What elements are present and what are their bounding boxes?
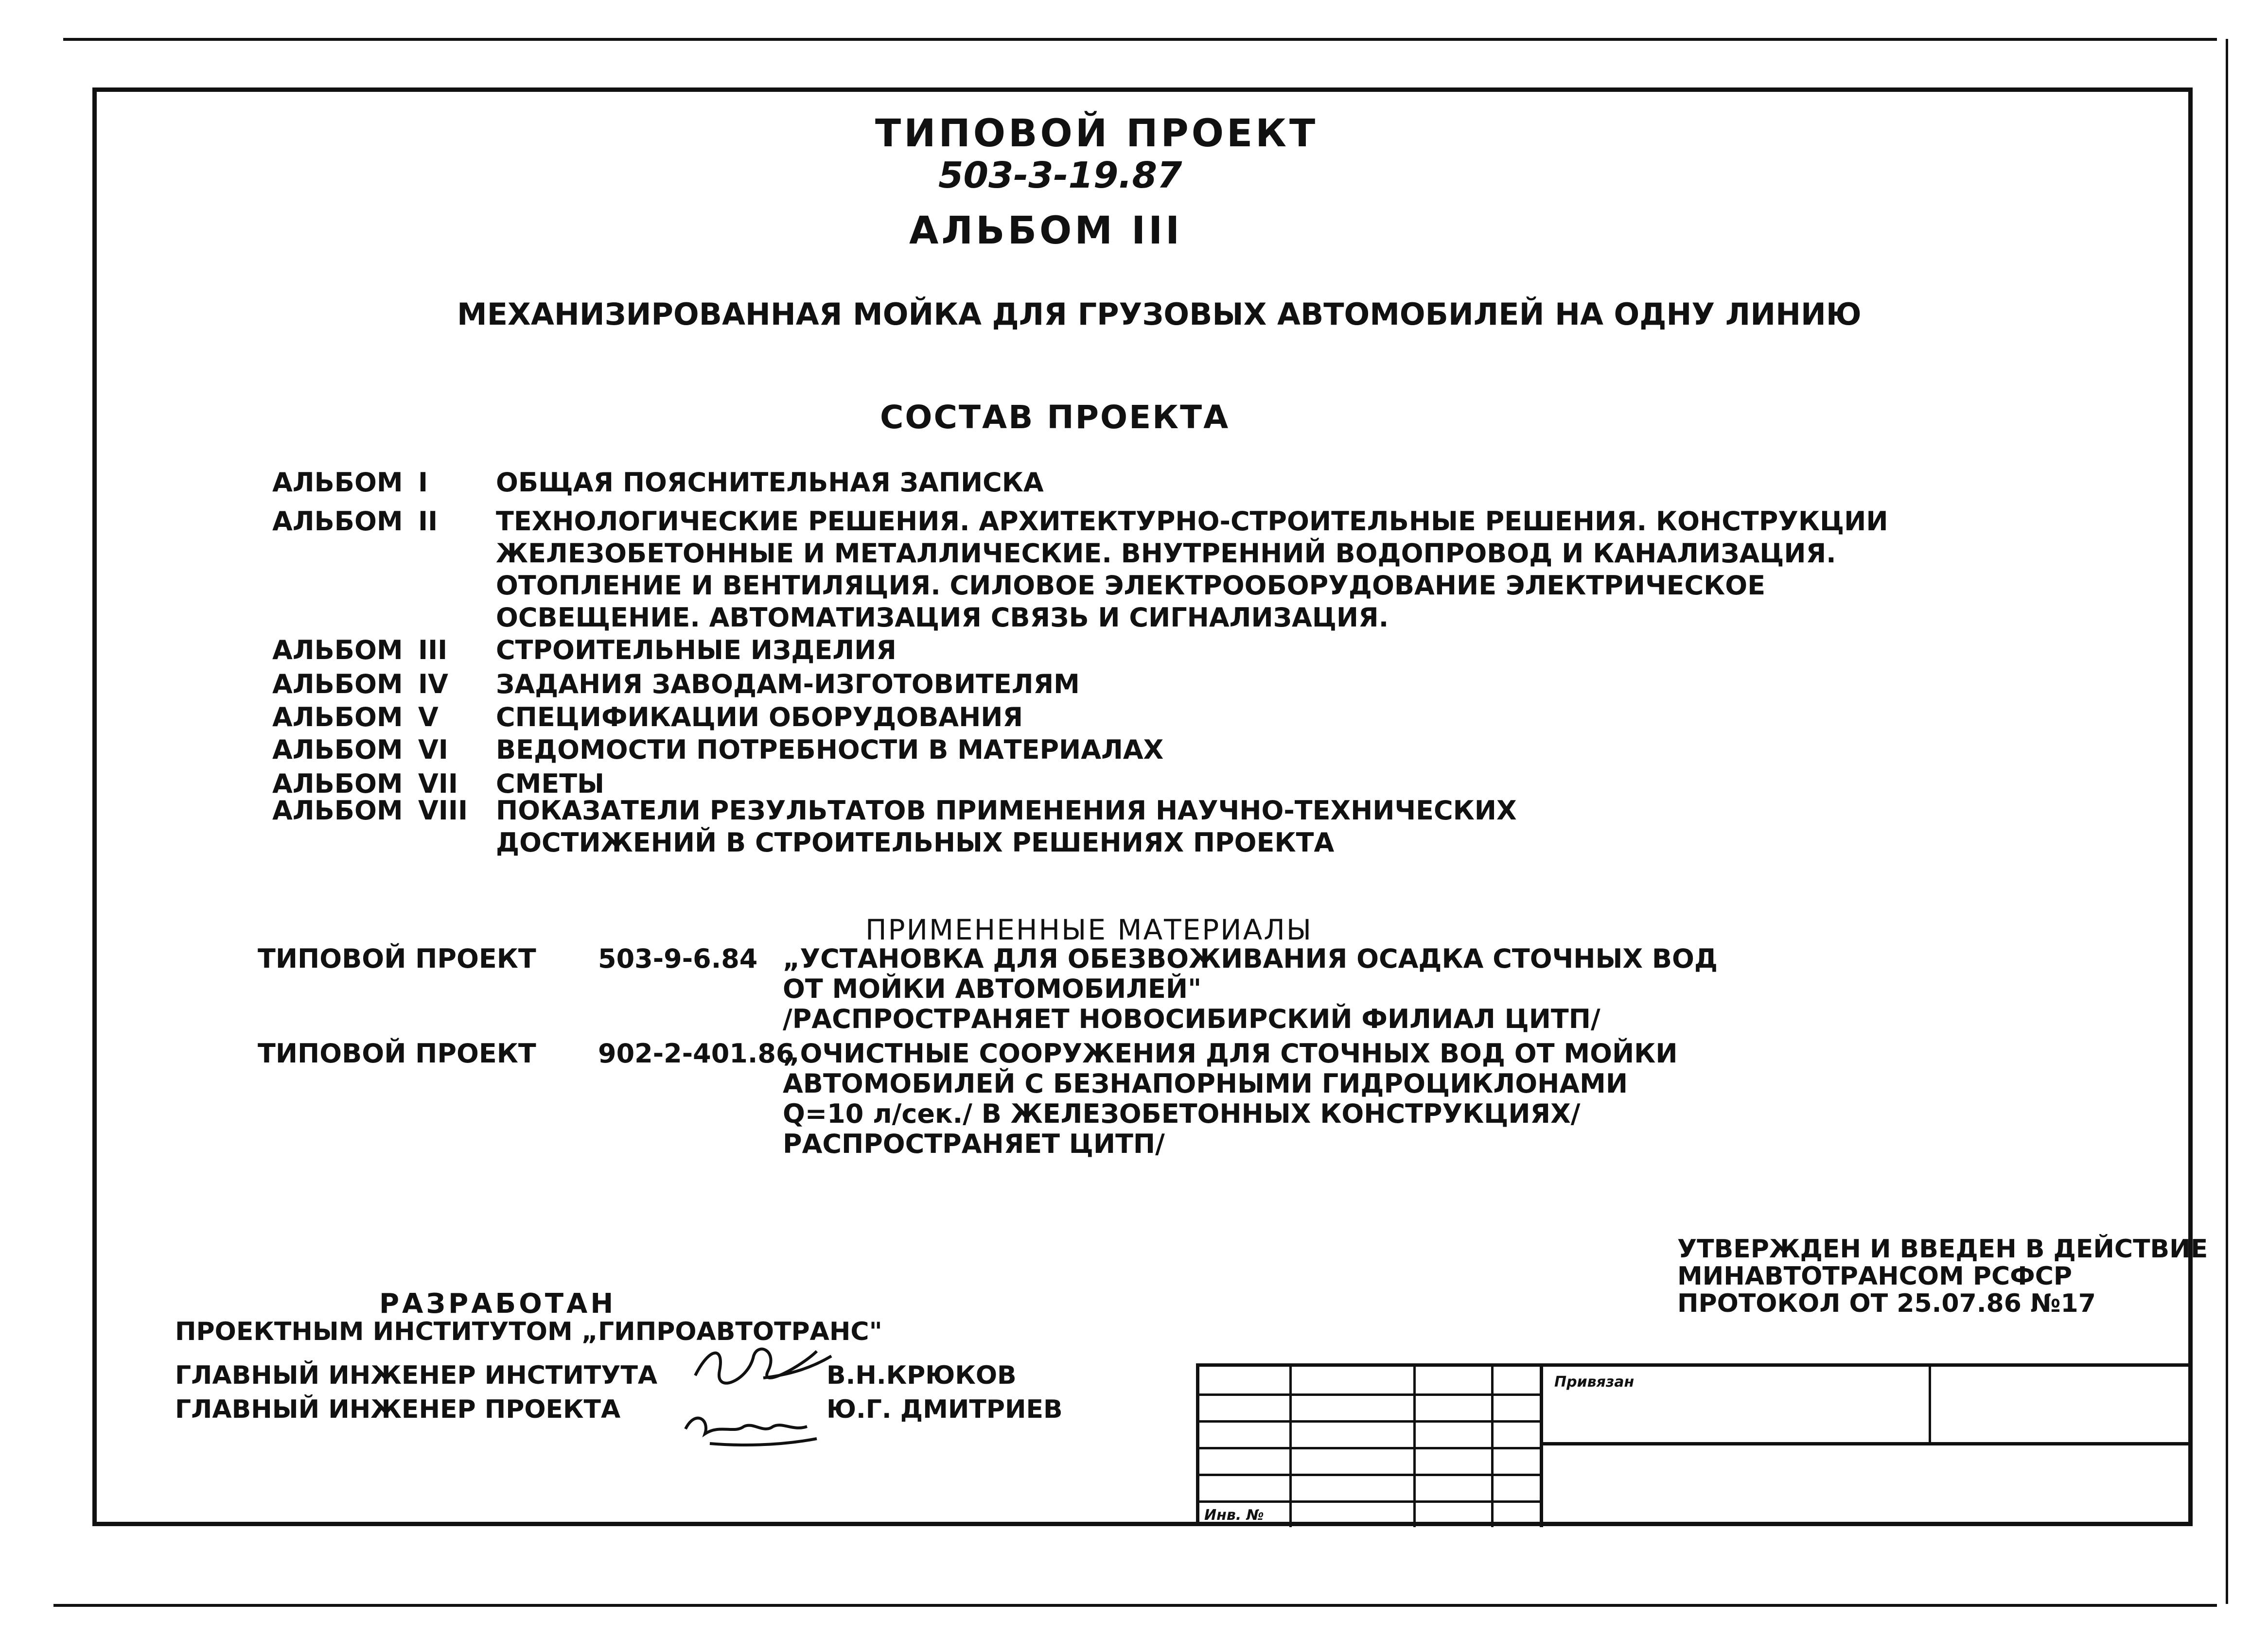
developer-heading: РАЗРАБОТАН [379, 1288, 616, 1320]
material-label: ТИПОВОЙ ПРОЕКТ [258, 943, 536, 974]
album-number: II [418, 506, 438, 537]
material-description: ОТ МОЙКИ АВТОМОБИЛЕЙ" [783, 974, 1202, 1004]
approval-line: УТВЕРЖДЕН И ВВЕДЕН В ДЕЙСТВИЕ [1677, 1235, 2208, 1264]
album-number: IV [418, 669, 448, 699]
signature-krukov [690, 1337, 836, 1390]
album-description: ОБЩАЯ ПОЯСНИТЕЛЬНАЯ ЗАПИСКА [496, 467, 1044, 498]
album-label: АЛЬБОМ [272, 795, 403, 826]
right-margin-rule [2226, 39, 2228, 1604]
album-number: VI [418, 734, 448, 765]
album-number: VIII [418, 795, 468, 826]
material-description: АВТОМОБИЛЕЙ С БЕЗНАПОРНЫМИ ГИДРОЦИКЛОНАМИ [783, 1068, 1628, 1099]
material-description: Q=10 л/сек./ В ЖЕЛЕЗОБЕТОННЫХ КОНСТРУКЦИЯХ/ [783, 1098, 1581, 1129]
material-description: „УСТАНОВКА ДЛЯ ОБЕЗВОЖИВАНИЯ ОСАДКА СТОЧНЫХ ВОД [783, 943, 1718, 974]
album-label: АЛЬБОМ III [909, 209, 1183, 253]
composition-heading: СОСТАВ ПРОЕКТА [880, 399, 1230, 436]
album-label: АЛЬБОМ [272, 768, 403, 799]
album-label: АЛЬБОМ [272, 467, 403, 498]
album-number: VII [418, 768, 458, 799]
material-label: ТИПОВОЙ ПРОЕКТ [258, 1038, 536, 1069]
signature-dmitriev [681, 1400, 826, 1453]
album-label: АЛЬБОМ [272, 702, 403, 732]
album-description: ОТОПЛЕНИЕ И ВЕНТИЛЯЦИЯ. СИЛОВОЕ ЭЛЕКТРООБОРУДОВАНИЕ ЭЛЕКТРИЧЕСКОЕ [496, 570, 1766, 601]
album-description: ВЕДОМОСТИ ПОТРЕБНОСТИ В МАТЕРИАЛАХ [496, 734, 1164, 765]
album-label: АЛЬБОМ [272, 734, 403, 765]
album-description: ЖЕЛЕЗОБЕТОННЫЕ И МЕТАЛЛИЧЕСКИЕ. ВНУТРЕННИЙ ВОДОПРОВОД И КАНАЛИЗАЦИЯ. [496, 538, 1836, 569]
doc-title: ТИПОВОЙ ПРОЕКТ [875, 112, 1319, 156]
material-description: „ОЧИСТНЫЕ СООРУЖЕНИЯ ДЛЯ СТОЧНЫХ ВОД ОТ МОЙКИ [783, 1038, 1678, 1069]
album-number: I [418, 467, 428, 498]
album-description: ТЕХНОЛОГИЧЕСКИЕ РЕШЕНИЯ. АРХИТЕКТУРНО-СТРОИТЕЛЬНЫЕ РЕШЕНИЯ. КОНСТРУКЦИИ [496, 506, 1888, 537]
album-description: ПОКАЗАТЕЛИ РЕЗУЛЬТАТОВ ПРИМЕНЕНИЯ НАУЧНО-ТЕХНИЧЕСКИХ [496, 795, 1517, 826]
approval-line: МИНАВТОТРАНСОМ РСФСР [1677, 1262, 2073, 1291]
bottom-rule [53, 1604, 2217, 1607]
top-rule [63, 38, 2217, 41]
album-description: ЗАДАНИЯ ЗАВОДАМ-ИЗГОТОВИТЕЛЯМ [496, 669, 1080, 699]
album-description: СМЕТЫ [496, 768, 605, 799]
stamp-inv-no: Инв. № [1204, 1507, 1264, 1524]
material-code: 902-2-401.86 [598, 1038, 794, 1069]
album-label: АЛЬБОМ [272, 635, 403, 665]
material-description: РАСПРОСТРАНЯЕТ ЦИТП/ [783, 1129, 1165, 1159]
material-description: /РАСПРОСТРАНЯЕТ НОВОСИБИРСКИЙ ФИЛИАЛ ЦИТП/ [783, 1004, 1600, 1034]
album-description: ДОСТИЖЕНИЙ В СТРОИТЕЛЬНЫХ РЕШЕНИЯХ ПРОЕКТА [496, 827, 1335, 858]
project-code: 503-3-19.87 [938, 155, 1182, 196]
album-number: III [418, 635, 448, 665]
album-label: АЛЬБОМ [272, 669, 403, 699]
signer-name: В.Н.КРЮКОВ [826, 1361, 1017, 1390]
album-description: СПЕЦИФИКАЦИИ ОБОРУДОВАНИЯ [496, 702, 1023, 732]
album-number: V [418, 702, 439, 732]
album-description: ОСВЕЩЕНИЕ. АВТОМАТИЗАЦИЯ СВЯЗЬ И СИГНАЛИЗАЦИЯ. [496, 602, 1389, 633]
materials-heading: ПРИМЕНЕННЫЕ МАТЕРИАЛЫ [865, 913, 1313, 946]
developer-org: ПРОЕКТНЫМ ИНСТИТУТОМ „ГИПРОАВТОТРАНС" [175, 1317, 882, 1346]
album-description: СТРОИТЕЛЬНЫЕ ИЗДЕЛИЯ [496, 635, 897, 665]
project-subject: МЕХАНИЗИРОВАННАЯ МОЙКА ДЛЯ ГРУЗОВЫХ АВТОМОБИЛЕЙ НА ОДНУ ЛИНИЮ [457, 296, 1862, 332]
approval-line: ПРОТОКОЛ ОТ 25.07.86 №17 [1677, 1289, 2096, 1318]
material-code: 503-9-6.84 [598, 943, 758, 974]
signer-role: ГЛАВНЫЙ ИНЖЕНЕР ПРОЕКТА [175, 1395, 621, 1424]
stamp-table [1196, 1363, 2190, 1524]
album-label: АЛЬБОМ [272, 506, 403, 537]
stamp-privyazan: Привязан [1554, 1374, 1635, 1391]
signer-role: ГЛАВНЫЙ ИНЖЕНЕР ИНСТИТУТА [175, 1361, 658, 1390]
signer-name: Ю.Г. ДМИТРИЕВ [826, 1395, 1063, 1424]
